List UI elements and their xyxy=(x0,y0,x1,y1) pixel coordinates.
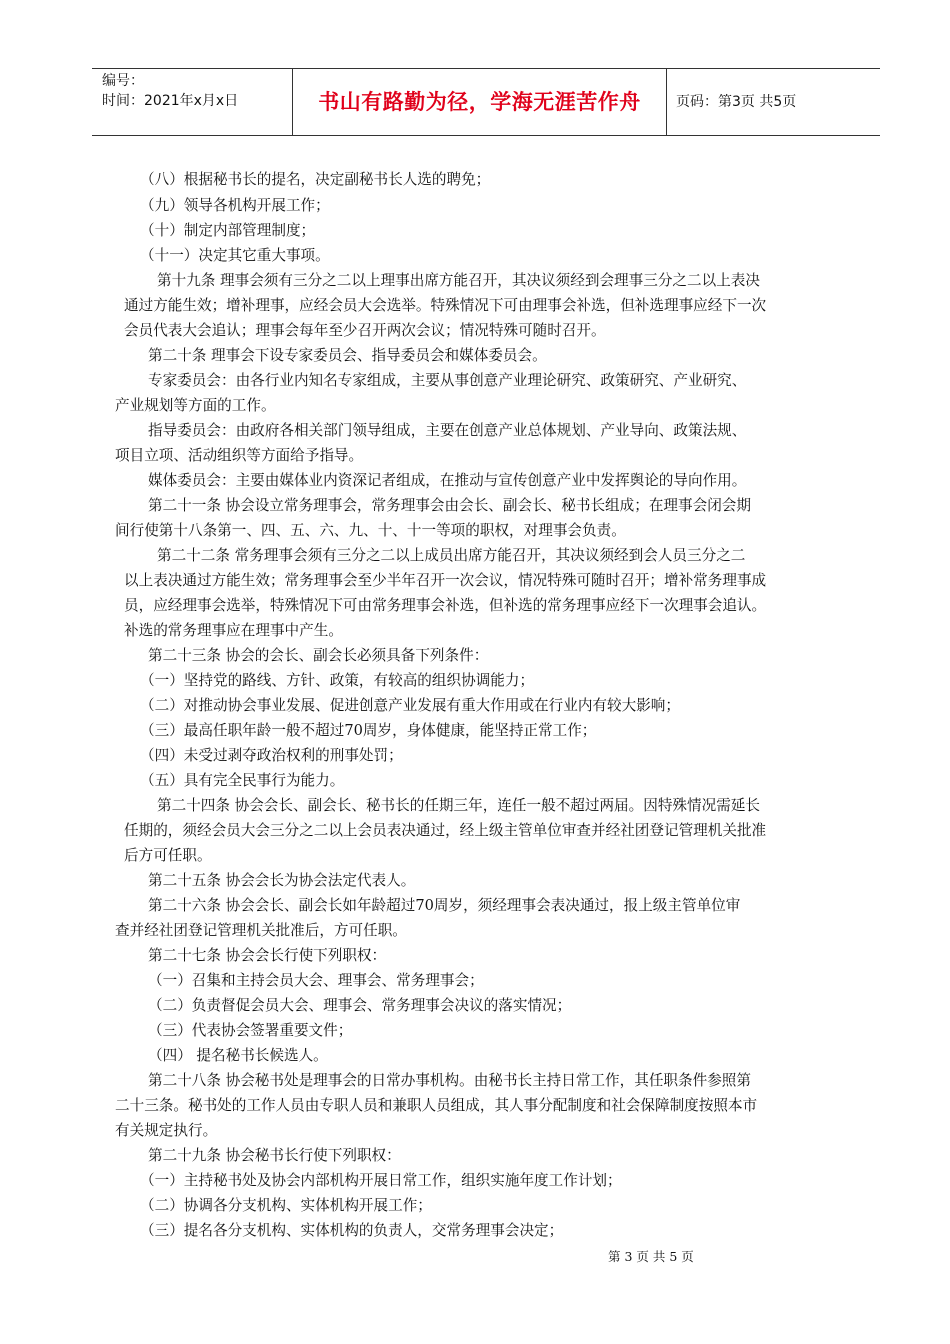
text-line: （九）领导各机构开展工作； xyxy=(140,197,330,214)
text-line: 第二十二条 常务理事会须有三分之二以上成员出席方能召开，其决议须经到会人员三分之二 xyxy=(157,547,746,564)
header-code-label: 编号： xyxy=(102,73,144,89)
page-footer: 第 3 页 共 5 页 xyxy=(608,1249,694,1264)
text-line: （八）根据秘书长的提名，决定副秘书长人选的聘免； xyxy=(140,171,491,188)
text-line: 第二十一条 协会设立常务理事会，常务理事会由会长、副会长、秘书长组成；在理事会闭会期 xyxy=(148,497,751,514)
text-line: 产业规划等方面的工作。 xyxy=(115,397,276,414)
text-line: （十一）决定其它重大事项。 xyxy=(140,247,330,264)
text-line: 任期的，须经会员大会三分之二以上会员表决通过，经上级主管单位审查并经社团登记管理机关批准 xyxy=(124,822,767,839)
header-page-info: 页码：第3页 共5页 xyxy=(676,94,797,110)
text-line: （二）负责督促会员大会、理事会、常务理事会决议的落实情况； xyxy=(148,997,572,1014)
text-line: （四） 提名秘书长候选人。 xyxy=(148,1047,328,1064)
text-line: （三）代表协会签署重要文件； xyxy=(148,1022,353,1039)
text-line: 第十九条 理事会须有三分之二以上理事出席方能召开，其决议须经到会理事三分之二以上表决 xyxy=(157,272,760,289)
text-line: 查并经社团登记管理机关批准后，方可任职。 xyxy=(115,922,407,939)
text-line: 第二十七条 协会会长行使下列职权： xyxy=(148,947,387,964)
text-line: 后方可任职。 xyxy=(124,847,212,864)
text-line: 第二十条 理事会下设专家委员会、指导委员会和媒体委员会。 xyxy=(148,347,547,364)
text-line: 第二十三条 协会的会长、副会长必须具备下列条件： xyxy=(148,647,489,664)
text-line: 第二十六条 协会会长、副会长如年龄超过70周岁，须经理事会表决通过，报上级主管单位审 xyxy=(148,897,741,914)
text-line: （一）召集和主持会员大会、理事会、常务理事会； xyxy=(148,972,484,989)
text-line: （二）协调各分支机构、实体机构开展工作； xyxy=(140,1197,432,1214)
text-line: 间行使第十八条第一、四、五、六、九、十、十一等项的职权，对理事会负责。 xyxy=(115,522,626,539)
text-line: 通过方能生效；增补理事，应经会员大会选举。特殊情况下可由理事会补选，但补选理事应经下一次 xyxy=(124,297,767,314)
text-line: （三）提名各分支机构、实体机构的负责人，交常务理事会决定； xyxy=(140,1222,564,1239)
text-line: 项目立项、活动组织等方面给予指导。 xyxy=(115,447,364,464)
text-line: （三）最高任职年龄一般不超过70周岁，身体健康，能坚持正常工作； xyxy=(140,722,597,739)
text-line: 指导委员会：由政府各相关部门领导组成，主要在创意产业总体规划、产业导向、政策法规、 xyxy=(148,422,747,439)
header-motto: 书山有路勤为径，学海无涯苦作舟 xyxy=(318,90,641,114)
text-line: 媒体委员会：主要由媒体业内资深记者组成，在推动与宣传创意产业中发挥舆论的导向作用。 xyxy=(148,472,747,489)
text-line: 第二十五条 协会会长为协会法定代表人。 xyxy=(148,872,416,889)
text-line: 有关规定执行。 xyxy=(115,1122,218,1139)
text-line: 第二十九条 协会秘书长行使下列职权： xyxy=(148,1147,401,1164)
text-line: （五）具有完全民事行为能力。 xyxy=(140,772,345,789)
text-line: 员，应经理事会选举，特殊情况下可由常务理事会补选，但补选的常务理事应经下一次理事会追认。 xyxy=(124,597,767,614)
text-line: 会员代表大会追认；理事会每年至少召开两次会议；情况特殊可随时召开。 xyxy=(124,322,606,339)
text-line: 第二十四条 协会会长、副会长、秘书长的任期三年，连任一般不超过两届。因特殊情况需延长 xyxy=(157,797,760,814)
text-line: 二十三条。秘书处的工作人员由专职人员和兼职人员组成，其人事分配制度和社会保障制度按照本市 xyxy=(115,1097,758,1114)
text-line: （二）对推动协会事业发展、促进创意产业发展有重大作用或在行业内有较大影响； xyxy=(140,697,680,714)
text-line: （四）未受过剥夺政治权利的刑事处罚； xyxy=(140,747,403,764)
text-line: （十）制定内部管理制度； xyxy=(140,222,316,239)
text-line: （一）坚持党的路线、方针、政策，有较高的组织协调能力； xyxy=(140,672,535,689)
header-date-label: 时间：2021年x月x日 xyxy=(102,93,239,109)
text-line: 第二十八条 协会秘书处是理事会的日常办事机构。由秘书长主持日常工作，其任职条件参照第 xyxy=(148,1072,751,1089)
text-line: （一）主持秘书处及协会内部机构开展日常工作，组织实施年度工作计划； xyxy=(140,1172,622,1189)
text-line: 以上表决通过方能生效；常务理事会至少半年召开一次会议，情况特殊可随时召开；增补常务理事成 xyxy=(124,572,767,589)
text-line: 补选的常务理事应在理事中产生。 xyxy=(124,622,343,639)
text-line: 专家委员会：由各行业内知名专家组成，主要从事创意产业理论研究、政策研究、产业研究、 xyxy=(148,372,747,389)
